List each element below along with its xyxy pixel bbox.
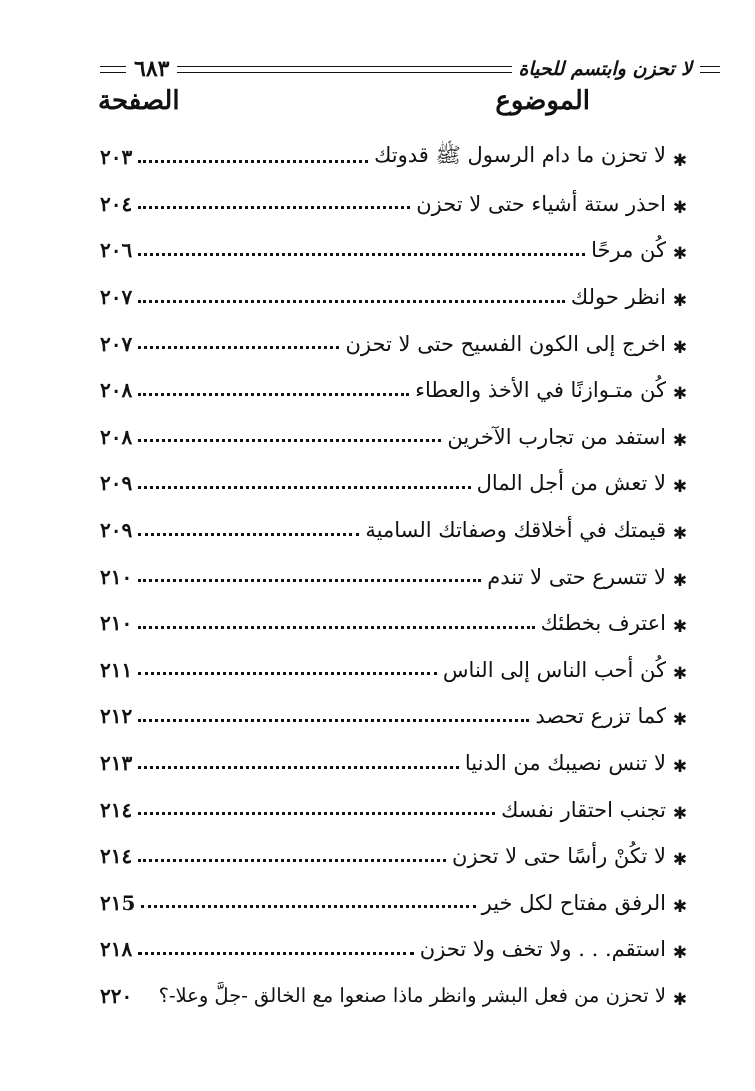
page-number: ٦٨٣ xyxy=(134,56,170,82)
toc-page-number: ٢١٨ xyxy=(100,937,133,962)
toc-page-number: ٢١٤ xyxy=(100,797,133,822)
toc-entry-title: استقم. . . ولا تخف ولا تحزن xyxy=(419,937,666,962)
toc-entry-title: لا تعش من أجل المال xyxy=(476,471,666,496)
toc-page-number: ٢١5 xyxy=(100,890,136,915)
toc-entry xyxy=(100,181,690,228)
bullet-star-icon: ✱ xyxy=(672,989,688,1010)
toc-page-number: ٢١٣ xyxy=(100,751,133,776)
dot-leader xyxy=(141,905,475,908)
dot-leader xyxy=(138,160,368,163)
toc-page-number: ٢٠٦ xyxy=(100,238,133,263)
toc-entry xyxy=(100,553,690,600)
toc-page-number: ٢١٠ xyxy=(100,564,133,589)
bullet-star-icon: ✱ xyxy=(672,337,688,358)
bullet-star-icon: ✱ xyxy=(672,617,688,638)
bullet-star-icon: ✱ xyxy=(672,430,688,451)
toc-entry-title: لا تنس نصيبك من الدنيا xyxy=(464,751,666,776)
bullet-star-icon: ✱ xyxy=(672,477,688,498)
toc-entry xyxy=(100,367,690,414)
dot-leader xyxy=(138,439,441,442)
toc-entry-title: لا تحزن من فعل البشر وانظر ماذا صنعوا مع الخالق -جلَّ وعلا-؟ xyxy=(158,984,666,1008)
dot-leader xyxy=(138,859,446,862)
toc-entry xyxy=(100,740,690,787)
toc-entry xyxy=(100,647,690,694)
dot-leader xyxy=(138,952,414,955)
toc-page-number: ٢٠٧ xyxy=(100,331,133,356)
toc-entry-title: لا تتسرع حتى لا تندم xyxy=(487,564,666,589)
toc-entry-title: لا تحزن ما دام الرسول ﷺ قدوتك xyxy=(374,142,666,167)
bullet-star-icon: ✱ xyxy=(672,710,688,731)
toc-entry xyxy=(100,134,690,181)
dot-leader xyxy=(138,812,495,815)
dot-leader xyxy=(138,533,359,536)
toc-page-number: ٢٠٨ xyxy=(100,378,133,403)
bullet-star-icon: ✱ xyxy=(672,757,688,778)
dot-leader xyxy=(138,346,339,349)
toc-entry xyxy=(100,507,690,554)
bullet-star-icon: ✱ xyxy=(672,570,688,591)
toc-entry xyxy=(100,460,690,507)
toc-page-number: ٢١١ xyxy=(100,657,133,682)
toc-page-number: ٢٠٧ xyxy=(100,285,133,310)
dot-leader xyxy=(138,626,534,629)
toc-entry xyxy=(100,414,690,461)
toc-page-number: ٢١٢ xyxy=(100,704,133,729)
dot-leader xyxy=(138,486,470,489)
topic-column-heading: الموضوع xyxy=(495,86,590,116)
toc-entry xyxy=(100,833,690,880)
toc-entry-title: احذر ستة أشياء حتى لا تحزن xyxy=(416,191,666,216)
toc-page-number: ٢٠٩ xyxy=(100,518,133,543)
dot-leader xyxy=(138,766,459,769)
bullet-star-icon: ✱ xyxy=(672,663,688,684)
table-of-contents xyxy=(100,134,690,1019)
toc-entry xyxy=(100,880,690,927)
dot-leader xyxy=(138,579,481,582)
running-header xyxy=(100,52,720,86)
toc-entry xyxy=(100,227,690,274)
bullet-star-icon: ✱ xyxy=(672,244,688,265)
toc-page-number: ٢٠٤ xyxy=(100,191,133,216)
toc-entry-title: لا تكُنْ رأسًا حتى لا تحزن xyxy=(452,844,666,869)
toc-entry xyxy=(100,973,690,1020)
dot-leader xyxy=(138,253,585,256)
bullet-star-icon: ✱ xyxy=(672,803,688,824)
bullet-star-icon: ✱ xyxy=(672,197,688,218)
toc-entry-title: قيمتك في أخلاقك وصفاتك السامية xyxy=(365,518,666,543)
bullet-star-icon: ✱ xyxy=(672,896,688,917)
bullet-star-icon: ✱ xyxy=(672,151,688,172)
toc-entry xyxy=(100,926,690,973)
dot-leader xyxy=(138,672,437,675)
toc-entry-title: الرفق مفتاح لكل خير xyxy=(481,890,666,915)
header-rule-middle xyxy=(177,66,512,73)
toc-entry xyxy=(100,693,690,740)
toc-entry-title: تجنب احتقار نفسك xyxy=(501,797,666,822)
toc-entry-title: انظر حولك xyxy=(570,285,666,310)
bullet-star-icon: ✱ xyxy=(672,850,688,871)
bullet-star-icon: ✱ xyxy=(672,524,688,545)
toc-page-number: ٢٠٩ xyxy=(100,471,133,496)
bullet-star-icon: ✱ xyxy=(672,943,688,964)
toc-entry xyxy=(100,600,690,647)
toc-entry xyxy=(100,274,690,321)
header-rule-left xyxy=(100,66,126,73)
bullet-star-icon: ✱ xyxy=(672,384,688,405)
toc-entry-title: كُن أحب الناس إلى الناس xyxy=(442,657,666,682)
bullet-star-icon: ✱ xyxy=(672,291,688,312)
toc-entry xyxy=(100,320,690,367)
toc-page-number: ٢٠٨ xyxy=(100,424,133,449)
dot-leader xyxy=(138,206,410,209)
toc-page-number: ٢١٠ xyxy=(100,611,133,636)
dot-leader xyxy=(138,393,409,396)
dot-leader xyxy=(138,300,565,303)
header-rule-right xyxy=(700,66,720,73)
running-title: لا تحزن وابتسم للحياة xyxy=(518,58,692,80)
page-column-heading: الصفحة xyxy=(98,86,180,116)
toc-page-number: ٢٢٠ xyxy=(100,983,133,1008)
toc-entry-title: اعترف بخطئك xyxy=(540,611,666,636)
toc-entry-title: استفد من تجارب الآخرين xyxy=(447,424,666,449)
toc-entry-title: اخرج إلى الكون الفسيح حتى لا تحزن xyxy=(345,331,666,356)
toc-entry xyxy=(100,786,690,833)
dot-leader xyxy=(138,719,529,722)
toc-page-number: ٢١٤ xyxy=(100,844,133,869)
toc-page-number: ٢٠٣ xyxy=(100,145,133,170)
toc-entry-title: كما تزرع تحصد xyxy=(535,704,666,729)
toc-entry-title: كُن متـوازنًا في الأخذ والعطاء xyxy=(415,378,666,403)
toc-entry-title: كُن مرحًا xyxy=(591,238,666,263)
